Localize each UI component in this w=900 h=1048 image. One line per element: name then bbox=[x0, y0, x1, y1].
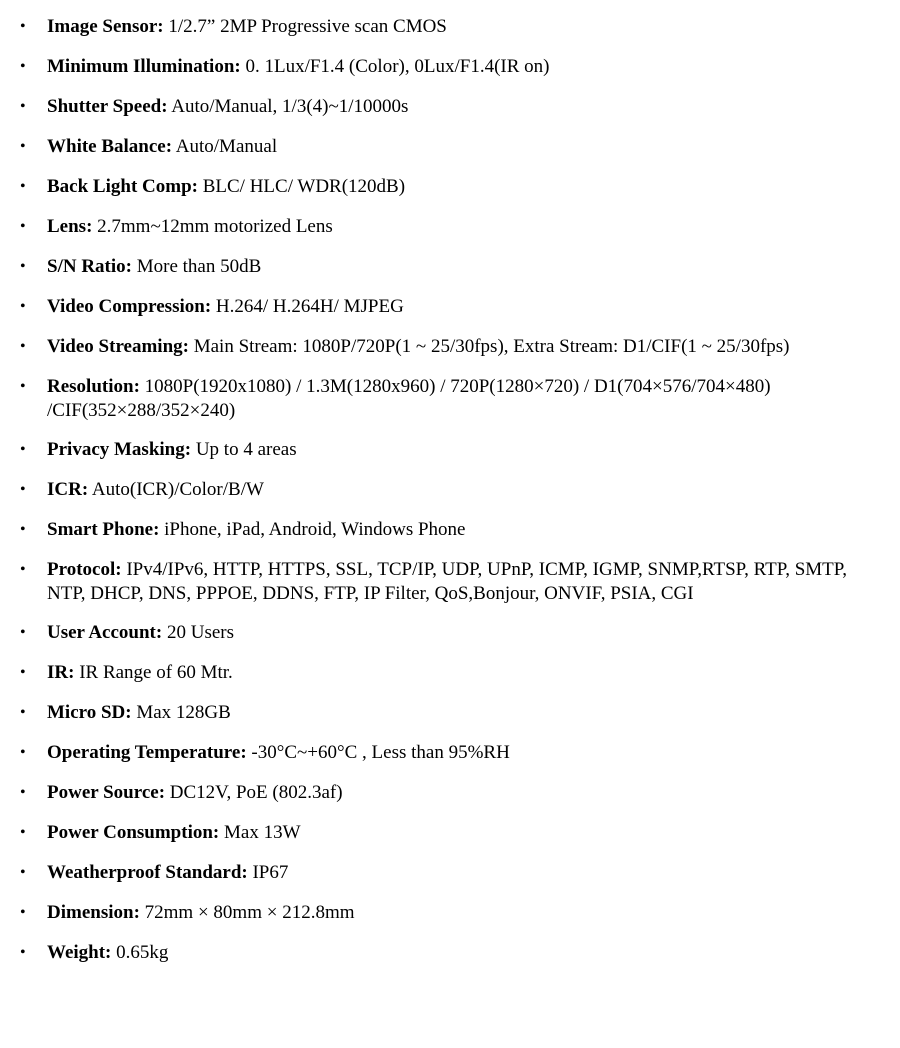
bullet: • bbox=[20, 664, 26, 681]
spec-item-shutter-speed bbox=[0, 95, 900, 119]
spec-value: BLC/ HLC/ WDR(120dB) bbox=[202, 176, 406, 197]
spec-label: Operating Temperature: bbox=[47, 742, 247, 763]
spec-label: Resolution: bbox=[47, 376, 140, 397]
bullet: • bbox=[20, 521, 26, 538]
spec-item-weight bbox=[0, 941, 900, 965]
spec-item-sn-ratio bbox=[0, 255, 900, 279]
spec-label: Weatherproof Standard: bbox=[47, 862, 248, 883]
spec-value: 2.7mm~12mm motorized Lens bbox=[97, 216, 333, 237]
spec-value: 1080P(1920x1080) / 1.3M(1280x960) / 720P(1280×720) / D1(704×576/704×480) /CIF(352×288/352×240) bbox=[47, 376, 771, 421]
spec-value: Up to 4 areas bbox=[195, 439, 297, 460]
spec-item-icr bbox=[0, 478, 900, 502]
bullet: • bbox=[20, 561, 26, 578]
spec-label: ICR: bbox=[47, 479, 89, 500]
spec-label: White Balance: bbox=[47, 136, 173, 157]
spec-value: 20 Users bbox=[166, 622, 234, 643]
spec-item-protocol bbox=[0, 558, 900, 606]
spec-label: Protocol: bbox=[47, 559, 122, 580]
bullet: • bbox=[20, 378, 26, 395]
spec-value: H.264/ H.264H/ MJPEG bbox=[215, 296, 404, 317]
spec-label: Micro SD: bbox=[47, 702, 132, 723]
bullet: • bbox=[20, 218, 26, 235]
bullet: • bbox=[20, 624, 26, 641]
spec-label: Video Compression: bbox=[47, 296, 212, 317]
bullet: • bbox=[20, 441, 26, 458]
spec-item-operating-temperature bbox=[0, 741, 900, 765]
bullet: • bbox=[20, 704, 26, 721]
spec-label: Video Streaming: bbox=[47, 336, 189, 357]
spec-item-user-account bbox=[0, 621, 900, 645]
spec-label: S/N Ratio: bbox=[47, 256, 132, 277]
bullet: • bbox=[20, 258, 26, 275]
bullet: • bbox=[20, 98, 26, 115]
spec-value: 1/2.7” 2MP Progressive scan CMOS bbox=[168, 16, 447, 37]
spec-item-video-streaming bbox=[0, 335, 900, 359]
spec-label: Back Light Comp: bbox=[47, 176, 198, 197]
bullet: • bbox=[20, 178, 26, 195]
bullet: • bbox=[20, 58, 26, 75]
bullet: • bbox=[20, 481, 26, 498]
spec-label: Dimension: bbox=[47, 902, 140, 923]
bullet: • bbox=[20, 904, 26, 921]
spec-item-privacy-masking bbox=[0, 438, 900, 462]
spec-item-dimension bbox=[0, 901, 900, 925]
spec-value: 0. 1Lux/F1.4 (Color), 0Lux/F1.4(IR on) bbox=[245, 56, 550, 77]
bullet: • bbox=[20, 338, 26, 355]
bullet: • bbox=[20, 944, 26, 961]
spec-value: -30°C~+60°C , Less than 95%RH bbox=[251, 742, 510, 763]
spec-label: Shutter Speed: bbox=[47, 96, 168, 117]
spec-item-power-source bbox=[0, 781, 900, 805]
spec-value: IP67 bbox=[252, 862, 289, 883]
bullet: • bbox=[20, 864, 26, 881]
spec-label: Weight: bbox=[47, 942, 112, 963]
spec-value: More than 50dB bbox=[136, 256, 262, 277]
spec-value: DC12V, PoE (802.3af) bbox=[169, 782, 343, 803]
spec-label: Smart Phone: bbox=[47, 519, 160, 540]
spec-item-lens bbox=[0, 215, 900, 239]
spec-item-smart-phone bbox=[0, 518, 900, 542]
spec-item-image-sensor bbox=[0, 15, 900, 39]
spec-value: Auto/Manual, 1/3(4)~1/10000s bbox=[171, 96, 409, 117]
bullet: • bbox=[20, 18, 26, 35]
spec-label: Power Consumption: bbox=[47, 822, 220, 843]
spec-value: 72mm × 80mm × 212.8mm bbox=[144, 902, 355, 923]
spec-value: Main Stream: 1080P/720P(1 ~ 25/30fps), Extra Stream: D1/CIF(1 ~ 25/30fps) bbox=[193, 336, 790, 357]
spec-value: IR Range of 60 Mtr. bbox=[79, 662, 233, 683]
spec-item-power-consumption bbox=[0, 821, 900, 845]
spec-value: Auto(ICR)/Color/B/W bbox=[91, 479, 264, 500]
spec-label: Power Source: bbox=[47, 782, 166, 803]
spec-item-ir bbox=[0, 661, 900, 685]
spec-item-back-light-comp bbox=[0, 175, 900, 199]
spec-item-white-balance bbox=[0, 135, 900, 159]
spec-value: Max 128GB bbox=[136, 702, 231, 723]
bullet: • bbox=[20, 824, 26, 841]
spec-item-weatherproof-standard bbox=[0, 861, 900, 885]
spec-value: Max 13W bbox=[224, 822, 301, 843]
bullet: • bbox=[20, 784, 26, 801]
spec-value: Auto/Manual bbox=[175, 136, 278, 157]
spec-value: IPv4/IPv6, HTTP, HTTPS, SSL, TCP/IP, UDP, UPnP, ICMP, IGMP, SNMP,RTSP, RTP, SMTP, NTP, DHCP, DNS, PPPOE, DDNS, FTP, IP Filter, QoS,Bonjour, ONVIF, PSIA, CGI bbox=[47, 559, 847, 604]
bullet: • bbox=[20, 298, 26, 315]
spec-label: Image Sensor: bbox=[47, 16, 164, 37]
spec-label: Privacy Masking: bbox=[47, 439, 192, 460]
spec-label: Minimum Illumination: bbox=[47, 56, 241, 77]
spec-value: 0.65kg bbox=[116, 942, 169, 963]
spec-value: iPhone, iPad, Android, Windows Phone bbox=[164, 519, 466, 540]
spec-label: User Account: bbox=[47, 622, 163, 643]
spec-item-minimum-illumination bbox=[0, 55, 900, 79]
spec-item-video-compression bbox=[0, 295, 900, 319]
spec-label: IR: bbox=[47, 662, 75, 683]
spec-item-resolution bbox=[0, 375, 900, 423]
spec-item-micro-sd bbox=[0, 701, 900, 725]
bullet: • bbox=[20, 138, 26, 155]
spec-label: Lens: bbox=[47, 216, 93, 237]
bullet: • bbox=[20, 744, 26, 761]
